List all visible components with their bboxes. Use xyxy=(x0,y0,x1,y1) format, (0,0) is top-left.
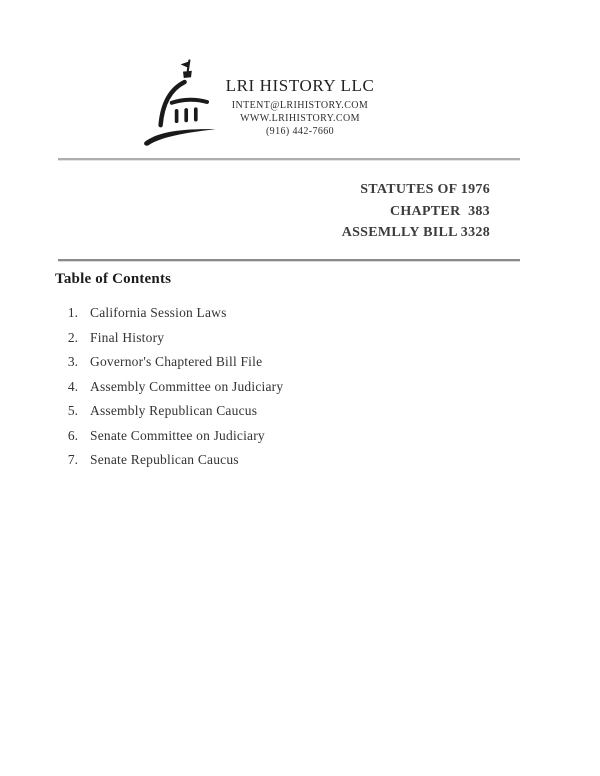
chapter-line: CHAPTER 383 xyxy=(389,203,490,219)
company-name: LRI HISTORY LLC xyxy=(225,76,375,95)
toc-item xyxy=(62,379,482,394)
email-text: INTENT@LRIHISTORY.COM xyxy=(231,100,369,111)
toc-item xyxy=(62,452,482,467)
letterhead xyxy=(0,76,600,138)
toc-item-number: 1. xyxy=(67,305,78,320)
toc-item-label: Assembly Committee on Judiciary xyxy=(90,378,284,394)
toc-item-number: 7. xyxy=(67,452,78,467)
toc-title: Table of Contents xyxy=(55,271,172,287)
toc-item-number: 6. xyxy=(67,427,78,443)
phone-text: (916) 442-7660 xyxy=(265,126,335,137)
toc-item xyxy=(62,428,482,443)
horizontal-rule-middle xyxy=(58,259,520,261)
toc-item xyxy=(62,330,482,345)
toc-item xyxy=(62,354,482,369)
toc-list xyxy=(62,305,482,477)
statutes-line: STATUTES OF 1976 xyxy=(360,182,490,197)
toc-item-label: Governor's Chaptered Bill File xyxy=(90,354,263,369)
toc-item xyxy=(62,403,482,418)
horizontal-rule-top xyxy=(58,158,520,160)
statute-reference-block xyxy=(342,179,490,244)
toc-item xyxy=(62,305,482,320)
bill-line: ASSEMLLY BILL 3328 xyxy=(341,225,490,240)
toc-item-label: Senate Republican Caucus xyxy=(90,452,239,467)
toc-item-label: Senate Committee on Judiciary xyxy=(90,427,265,443)
toc-item-label: Assembly Republican Caucus xyxy=(90,403,258,418)
website-text: WWW.LRIHISTORY.COM xyxy=(240,113,360,124)
toc-item-number: 4. xyxy=(67,378,78,394)
toc-item-number: 3. xyxy=(67,354,78,369)
toc-item-label: Final History xyxy=(90,329,165,345)
toc-item-number: 5. xyxy=(67,403,78,418)
toc-item-number: 2. xyxy=(67,329,78,345)
toc-item-label: California Session Laws xyxy=(90,305,227,320)
